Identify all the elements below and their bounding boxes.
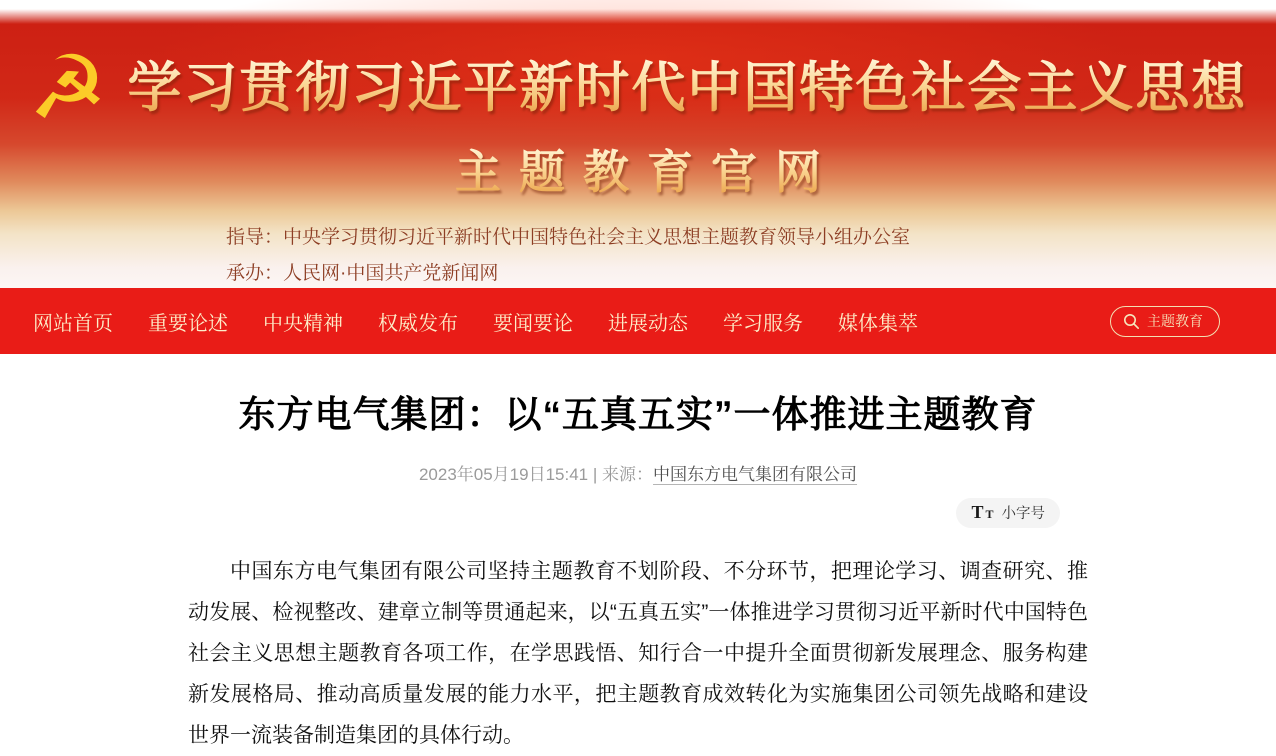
nav-item-key-news[interactable]: 要闻要论 — [493, 312, 573, 335]
nav-item-learning-services[interactable]: 学习服务 — [723, 312, 803, 335]
party-emblem-icon: ☭ — [28, 36, 108, 139]
font-size-label: 小字号 — [1001, 506, 1045, 522]
banner-title-line2: 主题教育官网 — [437, 146, 839, 198]
source-link[interactable]: 中国东方电气集团有限公司 — [653, 465, 858, 484]
search-icon — [1123, 313, 1140, 330]
font-size-large-icon: T — [971, 502, 984, 522]
article-toolbar — [188, 498, 1060, 528]
site-banner — [0, 0, 1276, 288]
banner-info-block — [226, 220, 1276, 292]
nav-items — [33, 307, 1110, 336]
article-body: 中国东方电气集团有限公司坚持主题教育不划阶段、不分环节，把理论学习、调查研究、推动发展、检视整改、建章立制等贯通起来，以“五真五实”一体推进学习贯彻习近平新时代中国特色社会主义思想主题教育各项工作，在学思践悟、知行合一中提升全面贯彻新发展理念、服务构建新发展格局、推动高质量发展的能力水平，把主题教育成效转化为实施集团公司领先战略和建设世界一流装备制造集团的具体行动。 — [188, 560, 1088, 747]
article-container — [188, 384, 1088, 756]
nav-item-media-collection[interactable]: 媒体集萃 — [838, 312, 918, 335]
nav-item-central-spirit[interactable]: 中央精神 — [263, 312, 343, 335]
nav-item-key-expositions[interactable]: 重要论述 — [148, 312, 228, 335]
font-size-control[interactable] — [956, 498, 1060, 528]
article-date: 2023年05月19日15:41 — [418, 465, 589, 484]
nav-item-home[interactable]: 网站首页 — [33, 312, 113, 335]
article-meta — [188, 460, 1088, 485]
article-title: 东方电气集团：以“五真五实”一体推进主题教育 — [238, 394, 1038, 435]
main-nav — [0, 288, 1276, 354]
search-box-label: 主题教育 — [1147, 313, 1203, 329]
guidance-line: 指导：中央学习贯彻习近平新时代中国特色社会主义思想主题教育领导小组办公室 — [226, 227, 911, 248]
nav-item-progress-updates[interactable]: 进展动态 — [608, 312, 688, 335]
organizer-line: 承办：人民网·中国共产党新闻网 — [226, 263, 499, 284]
font-size-small-icon: T — [985, 507, 994, 521]
banner-title-row — [0, 0, 1276, 139]
search-box[interactable] — [1110, 306, 1220, 337]
source-label: 来源： — [602, 465, 654, 484]
meta-divider: | — [592, 465, 598, 484]
banner-title-line1: 学习贯彻习近平新时代中国特色社会主义思想 — [127, 58, 1248, 118]
nav-item-authoritative-release[interactable]: 权威发布 — [378, 312, 458, 335]
